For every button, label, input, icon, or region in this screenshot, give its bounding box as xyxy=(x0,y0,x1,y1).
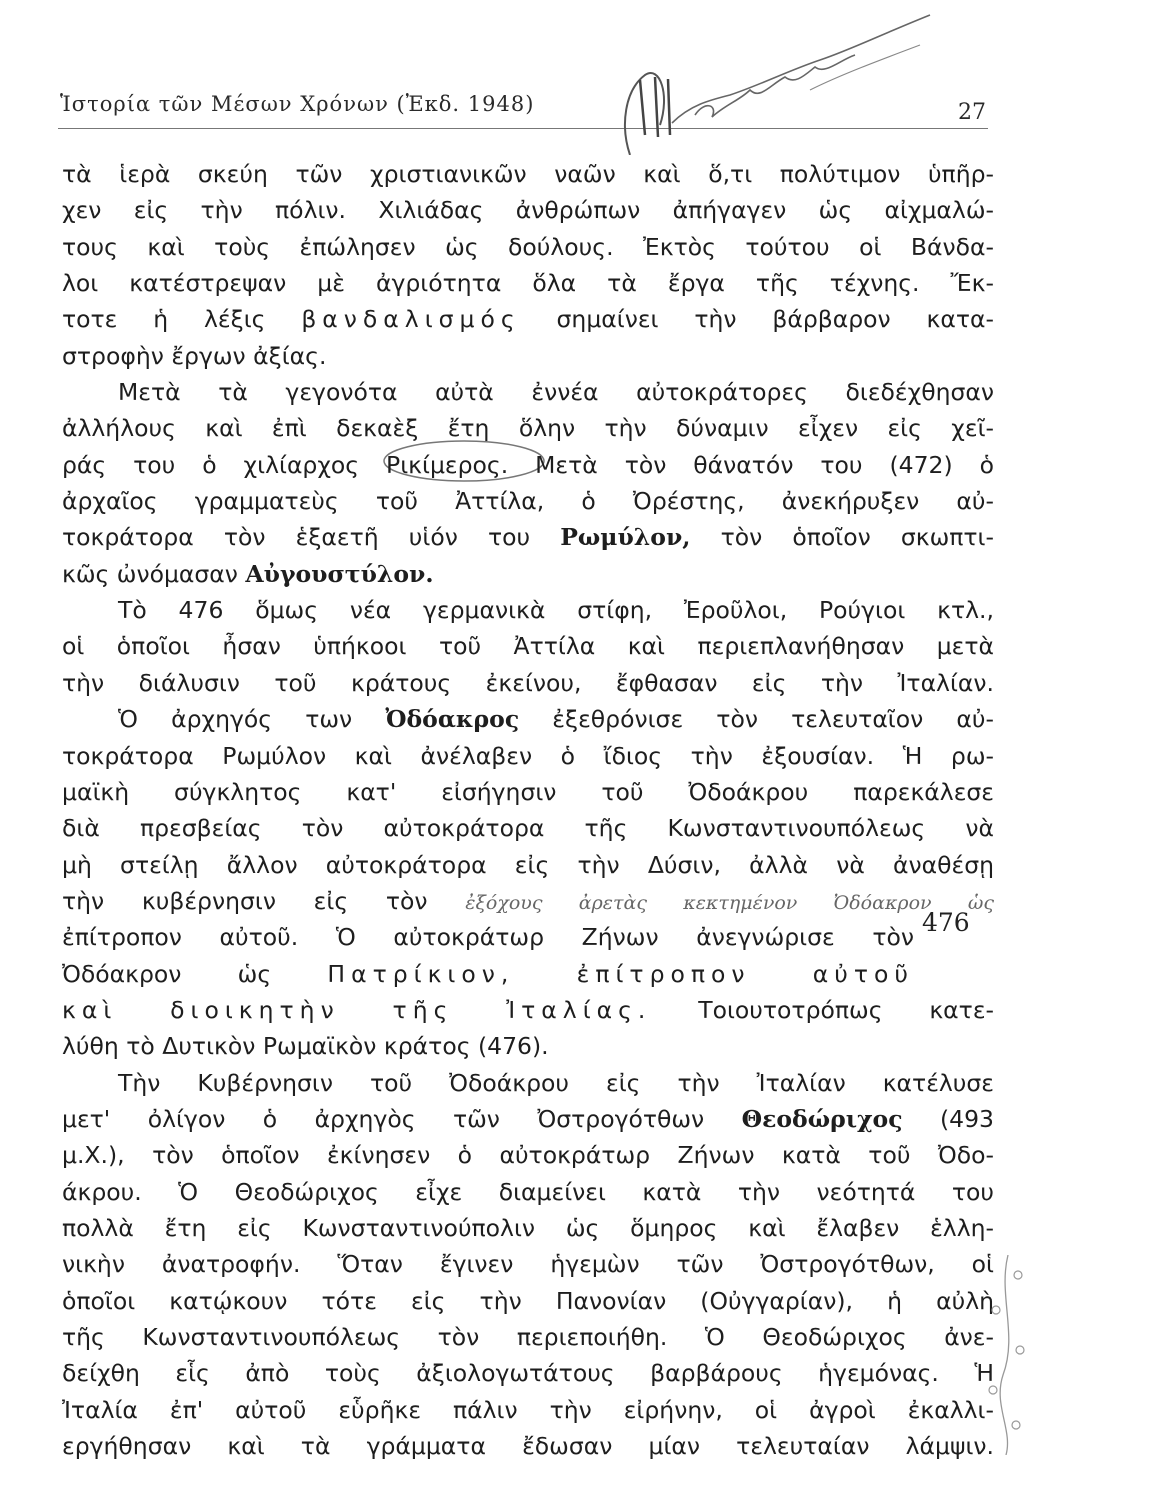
text-line xyxy=(62,992,994,1028)
bold-name: Αὐγουστύλον. xyxy=(245,559,434,588)
handwritten-signature xyxy=(600,5,940,155)
margin-year-note: 476 xyxy=(922,908,970,937)
text-span: Τοιουτοτρόπως κατε- xyxy=(651,995,994,1024)
text-line: ὁποῖοι κατῴκουν τότε εἰς τὴν Πανονίαν (Οὐγγαρίαν), ἡ αὐλὴ xyxy=(62,1286,994,1315)
spaced-term: Πατρίκιον, ἐπίτροπον αὐτοῦ xyxy=(327,959,914,988)
text-line xyxy=(62,1101,994,1137)
text-span: τὴν κυβέρνησιν εἰς τὸν xyxy=(62,886,466,915)
serif-text: ἐξόχους ἀρετὰς κεκτημένον Ὀδόακρον ὡς xyxy=(465,891,994,914)
text-line: οἱ ὁποῖοι ἦσαν ὑπήκοοι τοῦ Ἀττίλα καὶ περιεπλανήθησαν μετὰ xyxy=(62,632,994,661)
text-line: ἀρχαῖος γραμματεὺς τοῦ Ἀττίλα, ὁ Ὀρέστης, ἀνεκήρυξεν αὐ- xyxy=(62,487,994,516)
text-span: Ὁ ἀρχηγός των xyxy=(118,705,386,734)
text-line: στροφὴν ἔργων ἀξίας. xyxy=(62,341,327,370)
text-line: λύθη τὸ Δυτικὸν Ρωμαϊκὸν κράτος (476). xyxy=(62,1032,549,1061)
text-line: μ.Χ.), τὸν ὁποῖον ἐκίνησεν ὁ αὐτοκράτωρ Ζήνων κατὰ τοῦ Ὀδο- xyxy=(62,1141,994,1170)
text-line xyxy=(62,556,994,592)
text-line: νικὴν ἀνατροφήν. Ὅταν ἔγινεν ἡγεμὼν τῶν Ὀστρογότθων, οἱ xyxy=(62,1250,994,1279)
text-line: ἐπίτροπον αὐτοῦ. Ὁ αὐτοκράτωρ Ζήνων ἀνεγνώρισε τὸν xyxy=(62,923,914,952)
text-span: τοτε ἡ λέξις xyxy=(62,305,302,334)
text-span: τοκράτορα τὸν ἑξαετῆ υἱόν του xyxy=(62,523,561,552)
text-line: ράς του ὁ χιλίαρχος Ρικίμερος. Μετὰ τὸν θάνατόν του (472) ὁ xyxy=(62,450,994,479)
text-span: κῶς ὠνόμασαν xyxy=(62,559,246,588)
text-span: σημαίνει τὴν βάρβαρον κατα- xyxy=(520,305,994,334)
running-head: Ἱστορία τῶν Μέσων Χρόνων (Ἐκδ. 1948) xyxy=(60,92,535,116)
text-line: τὴν διάλυσιν τοῦ κράτους ἐκείνου, ἔφθασαν εἰς τὴν Ἰταλίαν. xyxy=(62,668,994,697)
text-line xyxy=(62,301,994,337)
text-line: μαϊκὴ σύγκλητος κατ' εἰσήγησιν τοῦ Ὀδοάκρου παρεκάλεσε xyxy=(62,777,994,806)
text-line: Μετὰ τὰ γεγονότα αὐτὰ ἐννέα αὐτοκράτορες διεδέχθησαν xyxy=(118,378,994,407)
text-line: μὴ στείλῃ ἄλλον αὐτοκράτορα εἰς τὴν Δύσιν, ἀλλὰ νὰ ἀναθέσῃ xyxy=(62,850,994,879)
text-line: Τὸ 476 ὅμως νέα γερμανικὰ στίφη, Ἐροῦλοι, Ρούγιοι κτλ., xyxy=(118,596,994,625)
text-line: πολλὰ ἔτη εἰς Κωνσταντινούπολιν ὡς ὅμηρος καὶ ἔλαβεν ἑλλη- xyxy=(62,1213,994,1242)
bold-name: Ρωμύλον, xyxy=(560,523,691,552)
text-line: τῆς Κωνσταντινουπόλεως τὸν περιεποιήθη. Ὁ Θεοδώριχος ἀνε- xyxy=(62,1323,994,1351)
text-line xyxy=(62,883,994,919)
text-line: τὰ ἱερὰ σκεύη τῶν χριστιανικῶν ναῶν καὶ ὅ,τι πολύτιμον ὑπῆρ- xyxy=(62,160,994,188)
spaced-term: βανδαλισμός xyxy=(301,305,521,334)
text-line: λοι κατέστρεψαν μὲ ἀγριότητα ὅλα τὰ ἔργα τῆς τέχνης. Ἔκ- xyxy=(62,269,994,298)
spaced-term: καὶ διοικητὴν τῆς Ἰταλίας. xyxy=(62,995,652,1024)
text-span: (493 xyxy=(902,1104,994,1133)
text-line: δείχθη εἷς ἀπὸ τοὺς ἀξιολογωτάτους βαρβάρους ἡγεμόνας. Ἡ xyxy=(62,1359,994,1388)
text-line: χεν εἰς τὴν πόλιν. Χιλιάδας ἀνθρώπων ἀπήγαγεν ὡς αἰχμαλώ- xyxy=(62,196,994,225)
text-line xyxy=(62,701,994,737)
text-line: τοκράτορα Ρωμύλον καὶ ἀνέλαβεν ὁ ἴδιος τὴν ἐξουσίαν. Ἡ ρω- xyxy=(62,741,994,770)
bold-name: Ὀδόακρος xyxy=(385,705,520,734)
text-line: Ἰταλία ἐπ' αὐτοῦ εὗρῆκε πάλιν τὴν εἰρήνην, οἱ ἀγροὶ ἐκαλλι- xyxy=(62,1395,994,1424)
bold-name: Θεοδώριχος xyxy=(741,1104,903,1133)
pencil-doodle xyxy=(978,1255,1038,1455)
page-number: 27 xyxy=(958,100,986,125)
text-span: Ὀδόακρον ὡς xyxy=(62,959,328,988)
text-line: Τὴν Κυβέρνησιν τοῦ Ὀδοάκρου εἰς τὴν Ἰταλίαν κατέλυσε xyxy=(118,1068,994,1097)
text-line: διὰ πρεσβείας τὸν αὐτοκράτορα τῆς Κωνσταντινουπόλεως νὰ xyxy=(62,814,994,843)
text-line: εργήθησαν καὶ τὰ γράμματα ἔδωσαν μίαν τελευταίαν λάμψιν. xyxy=(62,1432,994,1461)
text-line: ἀλλήλους καὶ ἐπὶ δεκαὲξ ἔτη ὅλην τὴν δύναμιν εἶχεν εἰς χεῖ- xyxy=(62,414,994,443)
text-line: άκρου. Ὁ Θεοδώριχος εἶχε διαμείνει κατὰ τὴν νεότητά του xyxy=(62,1177,994,1206)
body-text xyxy=(62,156,994,1464)
text-line: τους καὶ τοὺς ἐπώλησεν ὡς δούλους. Ἐκτὸς τούτου οἱ Βάνδα- xyxy=(62,232,994,261)
text-line xyxy=(62,519,994,555)
text-span: μετ' ὀλίγον ὁ ἀρχηγὸς τῶν Ὀστρογότθων xyxy=(62,1104,742,1133)
text-line xyxy=(62,956,994,992)
text-span: τὸν ὁποῖον σκωπτι- xyxy=(690,523,994,552)
text-span: ἐξεθρόνισε τὸν τελευταῖον αὐ- xyxy=(519,705,994,734)
